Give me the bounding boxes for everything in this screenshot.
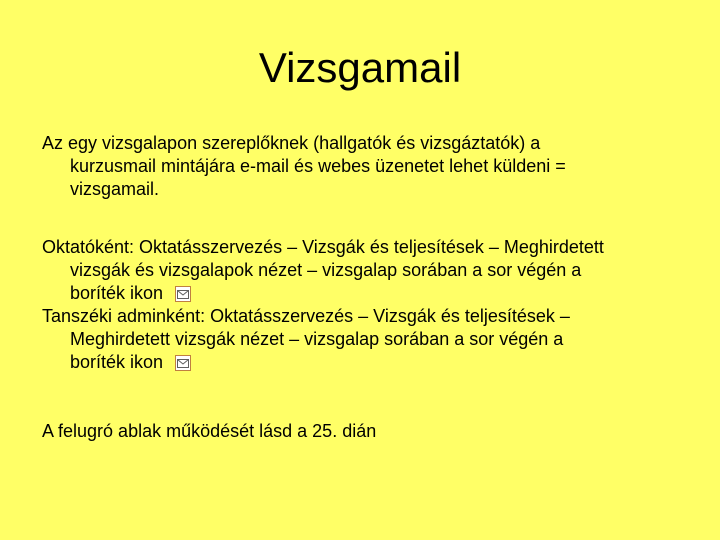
intro-line-2: kurzusmail mintájára e-mail és webes üzenetet lehet küldeni = bbox=[70, 156, 566, 176]
teacher-paragraph bbox=[42, 236, 682, 374]
intro-line-1: Az egy vizsgalapon szereplőknek (hallgatók és vizsgáztatók) a bbox=[42, 133, 541, 153]
footer-paragraph bbox=[42, 420, 682, 443]
teacher-line-2: vizsgák és vizsgalapok nézet – vizsgalap sorában a sor végén a bbox=[70, 260, 582, 280]
admin-line-3 bbox=[42, 351, 682, 374]
admin-line-3-text: boríték ikon bbox=[70, 352, 164, 372]
envelope-icon bbox=[175, 354, 191, 370]
teacher-line-3-text: boríték ikon bbox=[70, 283, 164, 303]
intro-paragraph bbox=[42, 132, 682, 201]
admin-line-1: Tanszéki adminként: Oktatásszervezés – Vizsgák és teljesítések – bbox=[42, 306, 570, 326]
teacher-line-1: Oktatóként: Oktatásszervezés – Vizsgák és teljesítések – Meghirdetett bbox=[42, 237, 604, 257]
envelope-icon bbox=[175, 285, 191, 301]
admin-line-2: Meghirdetett vizsgák nézet – vizsgalap sorában a sor végén a bbox=[70, 329, 564, 349]
intro-line-3: vizsgamail. bbox=[70, 179, 160, 199]
slide-title: Vizsgamail bbox=[258, 44, 462, 91]
footer-line: A felugró ablak működését lásd a 25. dián bbox=[42, 421, 377, 441]
teacher-line-3 bbox=[42, 282, 682, 305]
